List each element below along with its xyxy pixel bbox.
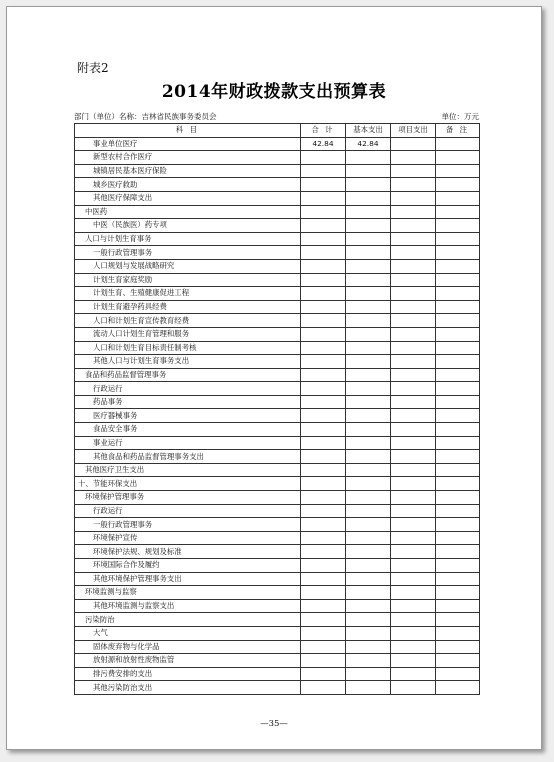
- row-basic-cell: [346, 151, 391, 165]
- column-header-note: 备 注: [436, 124, 480, 138]
- row-project-cell: [391, 219, 436, 233]
- row-basic-cell: [346, 477, 391, 491]
- table-row: [75, 436, 480, 450]
- row-note-cell: [436, 191, 480, 205]
- table-row: [75, 287, 480, 301]
- row-basic-cell: [346, 259, 391, 273]
- document-page: [6, 6, 542, 750]
- budget-table-body: [75, 137, 480, 694]
- row-note-cell: [436, 287, 480, 301]
- row-project-cell: [391, 436, 436, 450]
- row-basic-cell: [346, 300, 391, 314]
- row-project-cell: [391, 341, 436, 355]
- row-note-cell: [436, 450, 480, 464]
- row-total-cell: [301, 626, 346, 640]
- row-total-cell: [301, 477, 346, 491]
- row-note-cell: [436, 667, 480, 681]
- row-basic-cell: [346, 531, 391, 545]
- row-total-cell: [301, 259, 346, 273]
- row-note-cell: [436, 626, 480, 640]
- row-total-cell: 42.84: [301, 137, 346, 151]
- row-total-cell: [301, 164, 346, 178]
- row-subject-cell: 其他人口与计划生育事务支出: [75, 355, 301, 369]
- row-basic-cell: [346, 667, 391, 681]
- row-note-cell: [436, 640, 480, 654]
- table-row: [75, 409, 480, 423]
- row-subject-cell: 其他医疗卫生支出: [75, 463, 301, 477]
- row-project-cell: [391, 423, 436, 437]
- table-row: [75, 599, 480, 613]
- row-total-cell: [301, 178, 346, 192]
- row-project-cell: [391, 395, 436, 409]
- table-row: [75, 572, 480, 586]
- row-project-cell: [391, 681, 436, 695]
- row-note-cell: [436, 164, 480, 178]
- table-row: [75, 640, 480, 654]
- row-basic-cell: [346, 586, 391, 600]
- row-note-cell: [436, 463, 480, 477]
- row-note-cell: [436, 491, 480, 505]
- row-basic-cell: [346, 504, 391, 518]
- row-subject-cell: 计划生育家庭奖励: [75, 273, 301, 287]
- row-subject-cell: 食品和药品监督管理事务: [75, 368, 301, 382]
- row-note-cell: [436, 586, 480, 600]
- row-subject-cell: 人口规划与发展战略研究: [75, 259, 301, 273]
- row-subject-cell: 污染防治: [75, 613, 301, 627]
- row-total-cell: [301, 395, 346, 409]
- row-note-cell: [436, 246, 480, 260]
- row-total-cell: [301, 531, 346, 545]
- row-subject-cell: 中医（民族医）药专项: [75, 219, 301, 233]
- table-row: [75, 178, 480, 192]
- table-row: [75, 667, 480, 681]
- row-basic-cell: [346, 681, 391, 695]
- table-row: [75, 586, 480, 600]
- row-project-cell: [391, 518, 436, 532]
- row-note-cell: [436, 355, 480, 369]
- row-total-cell: [301, 287, 346, 301]
- row-subject-cell: 人口与计划生育事务: [75, 232, 301, 246]
- table-row: [75, 368, 480, 382]
- row-note-cell: [436, 613, 480, 627]
- row-note-cell: [436, 368, 480, 382]
- row-total-cell: [301, 640, 346, 654]
- row-total-cell: [301, 246, 346, 260]
- row-total-cell: [301, 219, 346, 233]
- row-basic-cell: [346, 205, 391, 219]
- table-row: [75, 423, 480, 437]
- row-basic-cell: [346, 164, 391, 178]
- table-row: [75, 259, 480, 273]
- table-row: [75, 491, 480, 505]
- table-row: [75, 545, 480, 559]
- row-project-cell: [391, 504, 436, 518]
- table-row: [75, 205, 480, 219]
- row-note-cell: [436, 259, 480, 273]
- table-row: [75, 559, 480, 573]
- row-note-cell: [436, 178, 480, 192]
- department-label: 部门（单位）名称：吉林省民族事务委员会: [74, 112, 217, 121]
- row-total-cell: [301, 613, 346, 627]
- row-note-cell: [436, 531, 480, 545]
- row-total-cell: [301, 382, 346, 396]
- row-project-cell: [391, 232, 436, 246]
- row-project-cell: [391, 531, 436, 545]
- table-row: [75, 395, 480, 409]
- row-total-cell: [301, 273, 346, 287]
- row-basic-cell: [346, 599, 391, 613]
- row-total-cell: [301, 151, 346, 165]
- row-basic-cell: [346, 654, 391, 668]
- row-subject-cell: 其他食品和药品监督管理事务支出: [75, 450, 301, 464]
- row-note-cell: [436, 423, 480, 437]
- row-basic-cell: [346, 436, 391, 450]
- column-header-subject: 科 目: [75, 124, 301, 138]
- row-total-cell: [301, 599, 346, 613]
- row-note-cell: [436, 436, 480, 450]
- row-project-cell: [391, 259, 436, 273]
- row-subject-cell: 新型农村合作医疗: [75, 151, 301, 165]
- row-subject-cell: 事业运行: [75, 436, 301, 450]
- row-total-cell: [301, 205, 346, 219]
- row-subject-cell: 计划生育、生殖健康促进工程: [75, 287, 301, 301]
- row-project-cell: [391, 314, 436, 328]
- row-project-cell: [391, 246, 436, 260]
- table-row: [75, 681, 480, 695]
- row-total-cell: [301, 545, 346, 559]
- row-subject-cell: 环境保护法规、规划及标准: [75, 545, 301, 559]
- row-subject-cell: 城乡医疗救助: [75, 178, 301, 192]
- row-project-cell: [391, 300, 436, 314]
- row-total-cell: [301, 423, 346, 437]
- row-project-cell: [391, 599, 436, 613]
- row-basic-cell: [346, 572, 391, 586]
- row-subject-cell: 一般行政管理事务: [75, 518, 301, 532]
- row-subject-cell: 环境保护管理事务: [75, 491, 301, 505]
- table-row: [75, 518, 480, 532]
- table-row: [75, 477, 480, 491]
- table-row: [75, 246, 480, 260]
- row-basic-cell: [346, 232, 391, 246]
- row-note-cell: [436, 477, 480, 491]
- row-note-cell: [436, 219, 480, 233]
- row-project-cell: [391, 640, 436, 654]
- row-note-cell: [436, 599, 480, 613]
- row-note-cell: [436, 300, 480, 314]
- row-subject-cell: 人口和计划生育宣传教育经费: [75, 314, 301, 328]
- column-header-project: 项目支出: [391, 124, 436, 138]
- row-basic-cell: [346, 246, 391, 260]
- table-row: [75, 531, 480, 545]
- table-row: [75, 327, 480, 341]
- row-total-cell: [301, 327, 346, 341]
- row-subject-cell: 其他环境保护管理事务支出: [75, 572, 301, 586]
- row-total-cell: [301, 368, 346, 382]
- row-subject-cell: 行政运行: [75, 504, 301, 518]
- row-project-cell: [391, 164, 436, 178]
- row-project-cell: [391, 355, 436, 369]
- row-project-cell: [391, 586, 436, 600]
- row-note-cell: [436, 545, 480, 559]
- row-total-cell: [301, 463, 346, 477]
- row-total-cell: [301, 450, 346, 464]
- row-subject-cell: 人口和计划生育目标责任制考核: [75, 341, 301, 355]
- row-subject-cell: 环境监测与监察: [75, 586, 301, 600]
- table-row: [75, 137, 480, 151]
- row-basic-cell: [346, 273, 391, 287]
- row-project-cell: [391, 559, 436, 573]
- table-row: [75, 341, 480, 355]
- row-project-cell: [391, 178, 436, 192]
- row-project-cell: [391, 327, 436, 341]
- row-subject-cell: 放射源和放射性废物监管: [75, 654, 301, 668]
- row-note-cell: [436, 382, 480, 396]
- row-basic-cell: [346, 626, 391, 640]
- table-row: [75, 273, 480, 287]
- row-basic-cell: [346, 640, 391, 654]
- row-note-cell: [436, 572, 480, 586]
- table-row: [75, 613, 480, 627]
- row-basic-cell: [346, 382, 391, 396]
- row-subject-cell: 事业单位医疗: [75, 137, 301, 151]
- row-basic-cell: [346, 368, 391, 382]
- row-total-cell: [301, 559, 346, 573]
- row-basic-cell: [346, 463, 391, 477]
- row-note-cell: [436, 409, 480, 423]
- table-row: [75, 355, 480, 369]
- row-total-cell: [301, 654, 346, 668]
- row-total-cell: [301, 518, 346, 532]
- row-project-cell: [391, 463, 436, 477]
- table-row: [75, 151, 480, 165]
- row-subject-cell: 城镇居民基本医疗保险: [75, 164, 301, 178]
- row-subject-cell: 中医药: [75, 205, 301, 219]
- row-note-cell: [436, 341, 480, 355]
- row-project-cell: [391, 572, 436, 586]
- row-subject-cell: 计划生育避孕药具经费: [75, 300, 301, 314]
- row-basic-cell: [346, 219, 391, 233]
- table-header-row: [75, 124, 480, 138]
- table-row: [75, 232, 480, 246]
- row-total-cell: [301, 586, 346, 600]
- row-basic-cell: [346, 327, 391, 341]
- row-total-cell: [301, 681, 346, 695]
- row-total-cell: [301, 191, 346, 205]
- row-basic-cell: [346, 191, 391, 205]
- row-project-cell: [391, 491, 436, 505]
- row-note-cell: [436, 559, 480, 573]
- row-project-cell: [391, 626, 436, 640]
- row-note-cell: [436, 137, 480, 151]
- row-note-cell: [436, 518, 480, 532]
- row-basic-cell: [346, 287, 391, 301]
- table-row: [75, 382, 480, 396]
- row-subject-cell: 大气: [75, 626, 301, 640]
- unit-label: 单位：万元: [441, 112, 479, 121]
- row-basic-cell: [346, 423, 391, 437]
- table-row: [75, 463, 480, 477]
- row-project-cell: [391, 667, 436, 681]
- table-row: [75, 504, 480, 518]
- row-basic-cell: [346, 395, 391, 409]
- row-total-cell: [301, 232, 346, 246]
- attachment-label: 附表2: [77, 61, 109, 75]
- row-total-cell: [301, 436, 346, 450]
- row-project-cell: [391, 545, 436, 559]
- row-subject-cell: 行政运行: [75, 382, 301, 396]
- row-note-cell: [436, 314, 480, 328]
- row-basic-cell: 42.84: [346, 137, 391, 151]
- row-basic-cell: [346, 341, 391, 355]
- row-total-cell: [301, 667, 346, 681]
- row-subject-cell: 十、节能环保支出: [75, 477, 301, 491]
- row-subject-cell: 环境保护宣传: [75, 531, 301, 545]
- row-total-cell: [301, 504, 346, 518]
- row-total-cell: [301, 572, 346, 586]
- row-note-cell: [436, 654, 480, 668]
- row-subject-cell: 其他医疗保障支出: [75, 191, 301, 205]
- row-basic-cell: [346, 314, 391, 328]
- row-note-cell: [436, 504, 480, 518]
- row-project-cell: [391, 613, 436, 627]
- row-total-cell: [301, 355, 346, 369]
- row-subject-cell: 固体废弃物与化学品: [75, 640, 301, 654]
- row-basic-cell: [346, 409, 391, 423]
- row-note-cell: [436, 205, 480, 219]
- row-note-cell: [436, 327, 480, 341]
- row-project-cell: [391, 450, 436, 464]
- row-basic-cell: [346, 491, 391, 505]
- row-subject-cell: 流动人口计划生育管理和服务: [75, 327, 301, 341]
- row-note-cell: [436, 273, 480, 287]
- table-row: [75, 191, 480, 205]
- row-project-cell: [391, 409, 436, 423]
- row-subject-cell: 其他环境监测与监察支出: [75, 599, 301, 613]
- row-note-cell: [436, 681, 480, 695]
- row-project-cell: [391, 151, 436, 165]
- row-basic-cell: [346, 613, 391, 627]
- row-total-cell: [301, 341, 346, 355]
- row-subject-cell: 一般行政管理事务: [75, 246, 301, 260]
- row-project-cell: [391, 477, 436, 491]
- column-header-total: 合 计: [301, 124, 346, 138]
- row-project-cell: [391, 382, 436, 396]
- row-total-cell: [301, 314, 346, 328]
- row-subject-cell: 环境国际合作及履约: [75, 559, 301, 573]
- row-total-cell: [301, 491, 346, 505]
- column-header-basic: 基本支出: [346, 124, 391, 138]
- row-subject-cell: 药品事务: [75, 395, 301, 409]
- row-basic-cell: [346, 559, 391, 573]
- row-note-cell: [436, 232, 480, 246]
- row-project-cell: [391, 654, 436, 668]
- row-basic-cell: [346, 518, 391, 532]
- row-project-cell: [391, 368, 436, 382]
- table-row: [75, 626, 480, 640]
- table-row: [75, 450, 480, 464]
- row-project-cell: [391, 137, 436, 151]
- row-project-cell: [391, 287, 436, 301]
- row-basic-cell: [346, 178, 391, 192]
- row-total-cell: [301, 300, 346, 314]
- row-project-cell: [391, 205, 436, 219]
- table-row: [75, 164, 480, 178]
- row-project-cell: [391, 273, 436, 287]
- table-row: [75, 314, 480, 328]
- row-subject-cell: 食品安全事务: [75, 423, 301, 437]
- row-basic-cell: [346, 545, 391, 559]
- row-subject-cell: 排污费安排的支出: [75, 667, 301, 681]
- page-number: —35—: [260, 719, 288, 729]
- table-row: [75, 654, 480, 668]
- row-subject-cell: 医疗器械事务: [75, 409, 301, 423]
- page-title: 2014年财政拨款支出预算表: [161, 82, 387, 102]
- row-project-cell: [391, 191, 436, 205]
- table-row: [75, 300, 480, 314]
- row-basic-cell: [346, 450, 391, 464]
- row-note-cell: [436, 395, 480, 409]
- budget-table: [74, 123, 480, 695]
- row-subject-cell: 其他污染防治支出: [75, 681, 301, 695]
- row-basic-cell: [346, 355, 391, 369]
- row-note-cell: [436, 151, 480, 165]
- table-row: [75, 219, 480, 233]
- row-total-cell: [301, 409, 346, 423]
